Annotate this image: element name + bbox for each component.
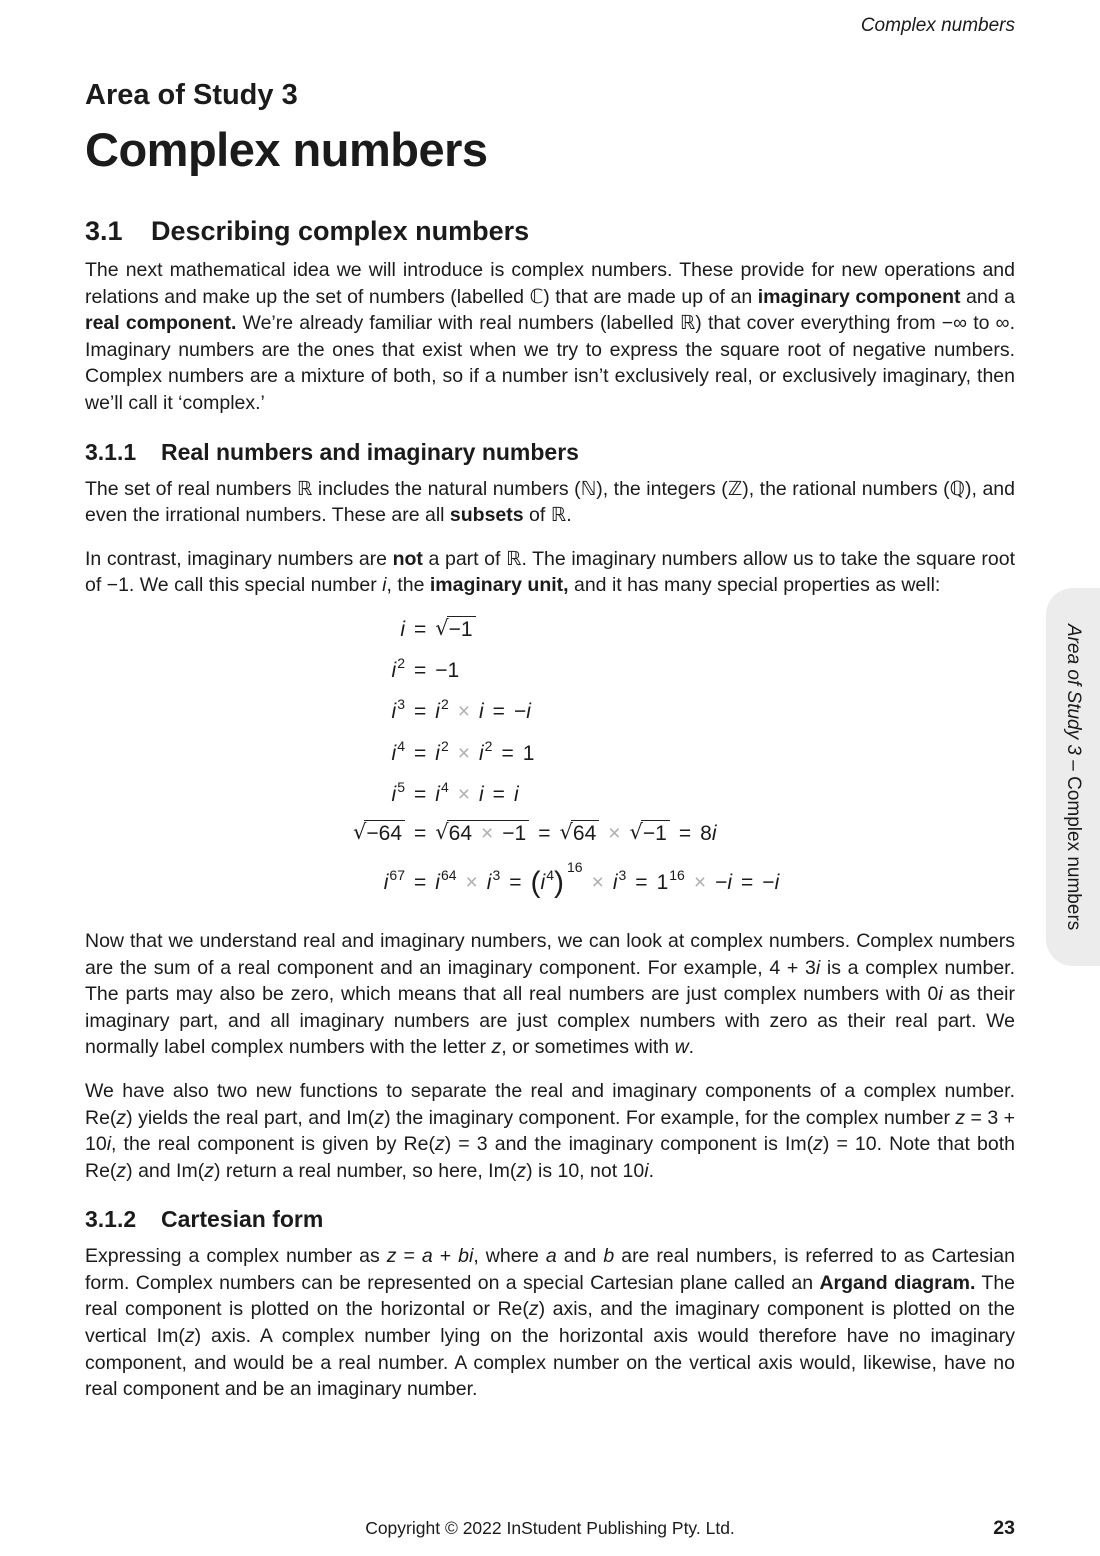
running-header: Complex numbers	[860, 15, 1015, 36]
subsection-3-1-2-heading	[85, 1205, 1015, 1233]
equation-rhs: = $i^2 \times i = -i$	[414, 696, 531, 724]
equation-rhs: = $i^2 \times i^2 = 1$	[414, 737, 535, 765]
page-number: 23	[993, 1517, 1015, 1539]
side-tab-label-chapter: Area of Study 3 –	[1063, 623, 1084, 776]
equation-block	[85, 616, 1015, 902]
equation-rhs: = √64 × −1 = √64 × √−1 = 8i	[414, 820, 717, 846]
equation-rhs: = $i^4 \times i = i$	[414, 778, 519, 806]
side-tab-label-topic: Complex numbers	[1063, 775, 1084, 931]
paragraph-3-1-intro: The next mathematical idea we will introduce is complex numbers. These provide for new operations and relations and make up the set of numbers (labelled ℂ) that are made up of an imaginary component and a real component. We’re already familiar with real numbers (labelled ℝ) that cover everything from −∞ to ∞. Imaginary numbers are the ones that exist when we try to express the square root of negative numbers. Complex numbers are a mixture of both, so if a number isn’t exclusively real, or exclusively imaginary, then we’ll call it ‘complex.’	[85, 259, 1015, 414]
section-3-1-heading	[85, 216, 1015, 247]
equation-lhs: $i^5$	[391, 778, 405, 806]
paragraph-imaginary-numbers: In contrast, imaginary numbers are not a part of ℝ. The imaginary numbers allow us to take the square root of −1. We call this special number i, the imaginary unit, and it has many special properties as well:	[85, 546, 1015, 597]
subsection-title: Real numbers and imaginary numbers	[161, 438, 579, 465]
equation-rhs: = −1	[414, 659, 460, 683]
chapter-kicker: Area of Study 3	[85, 79, 298, 111]
chapter-title: Complex numbers	[85, 123, 488, 176]
section-number: 3.1	[85, 216, 123, 246]
equation-lhs: $i^4$	[391, 737, 405, 765]
subsection-number: 3.1.2	[85, 1206, 137, 1233]
section-title: Describing complex numbers	[151, 216, 530, 246]
equation-lhs: $i^2$	[391, 655, 405, 683]
paragraph-real-numbers: The set of real numbers ℝ includes the natural numbers (ℕ), the integers (ℤ), the rational numbers (ℚ), and even the irrational numbers. These are all subsets of ℝ.	[85, 476, 1016, 527]
copyright-text: Copyright © 2022 InStudent Publishing Pty. Ltd.	[365, 1518, 735, 1538]
equation-rhs: = $i^{64} \times i^3 = (i^4)$ $^{16}\times i^3 = 1^{16} \times -i = -i$	[414, 859, 780, 900]
subsection-title: Cartesian form	[161, 1206, 324, 1233]
side-tab	[1046, 588, 1100, 966]
equation-lhs: $i^{67}$	[383, 867, 405, 895]
equation-lhs: √−64	[85, 820, 405, 847]
paragraph-cartesian-form: Expressing a complex number as z = a + bi, where a and b are real numbers, is referred to as Cartesian form. Complex numbers can be represented on a special Cartesian plane called an Argand diagram. The real component is plotted on the horizontal or Re(z) axis, and the imaginary component is plotted on the vertical Im(z) axis. A complex number lying on the horizontal axis would therefore have no imaginary component, and would be a real number. A complex number on the vertical axis would, likewise, have no real component and be an imaginary number.	[85, 1245, 1016, 1401]
equation-lhs: i	[400, 617, 405, 641]
page-content	[85, 0, 1015, 1420]
paragraph-complex-intro: Now that we understand real and imaginary numbers, we can look at complex numbers. Complex numbers are the sum of a real component and an imaginary component. For example, 4 + 3i is a complex number. The parts may also be zero, which means that all real numbers are just complex numbers with 0i as their imaginary part, and all imaginary numbers are just complex numbers with zero as their real part. We normally label complex numbers with the letter z, or sometimes with w.	[85, 929, 1016, 1059]
paragraph-re-im-functions: We have also two new functions to separate the real and imaginary components of a complex number. Re(z) yields the real part, and Im(z) the imaginary component. For example, for the complex number z = 3 + 10i, the real component is given by Re(z) = 3 and the imaginary component is Im(z) = 10. Note that both Re(z) and Im(z) return a real number, so here, Im(z) is 10, not 10i.	[85, 1079, 1015, 1182]
side-tab-label	[1062, 624, 1084, 930]
subsection-number: 3.1.1	[85, 438, 137, 465]
equation-rhs: = √−1	[405, 616, 1015, 643]
equation-lhs: $i^3$	[391, 696, 405, 724]
subsection-3-1-1-heading	[85, 438, 1015, 466]
page-footer	[85, 1518, 1015, 1542]
